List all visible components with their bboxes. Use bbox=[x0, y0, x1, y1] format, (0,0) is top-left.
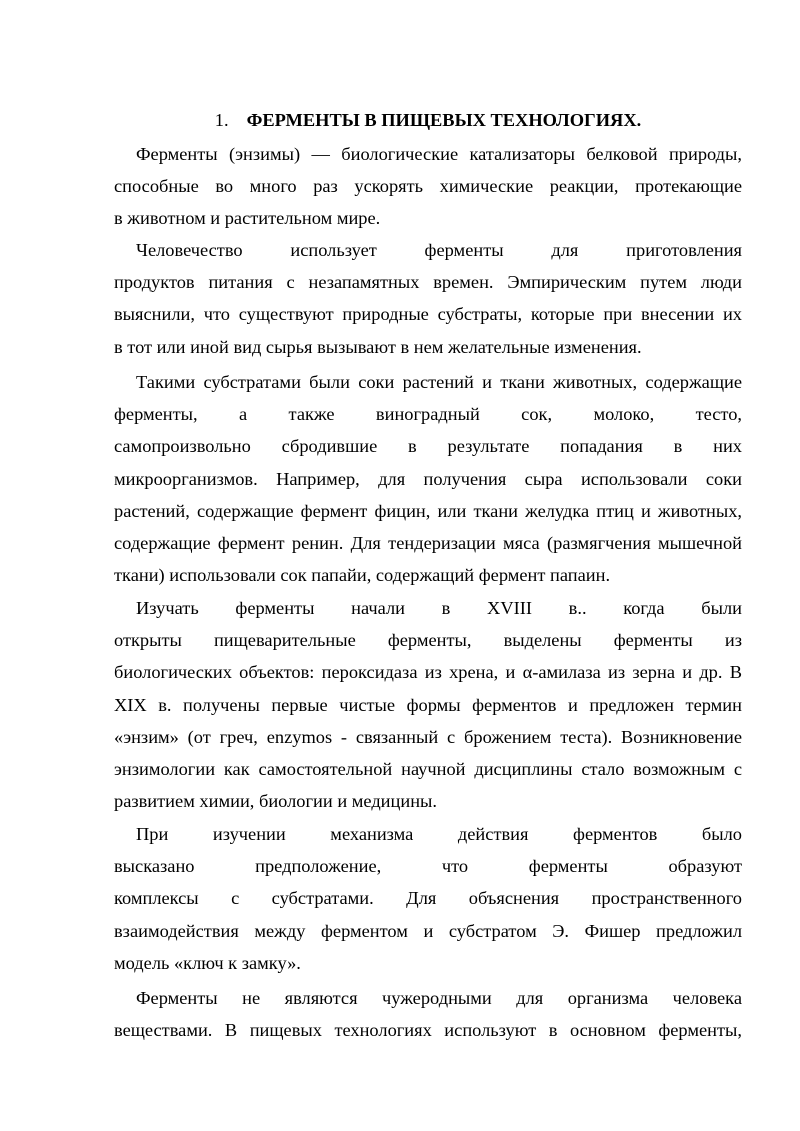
text-line: самопроизвольно сбродившие в результате попадания в них bbox=[114, 436, 742, 457]
text-line: в тот или иной вид сырья вызывают в нем желательные изменения. bbox=[114, 336, 642, 357]
paragraph bbox=[114, 366, 742, 591]
text-line: способные во много раз ускорять химические реакции, протекающие bbox=[114, 176, 742, 197]
text-line: развитием химии, биологии и медицины. bbox=[114, 791, 438, 812]
text-line: микроорганизмов. Например, для получения сыра использовали соки bbox=[114, 468, 742, 489]
text-line: высказано предположение, что ферменты образуют bbox=[114, 856, 742, 877]
text-line: Человечество использует ферменты для приготовления bbox=[136, 240, 742, 260]
text-line: Изучать ферменты начали в XVIII в.. когда были bbox=[136, 598, 742, 618]
text-line: При изучении механизма действия ферментов было bbox=[136, 824, 742, 844]
section-title: ФЕРМЕНТЫ В ПИЩЕВЫХ ТЕХНОЛОГИЯХ. bbox=[246, 110, 642, 130]
text-line: XIX в. получены первые чистые формы ферментов и предложен термин bbox=[114, 694, 742, 715]
text-line: веществами. В пищевых технологиях используют в основном ферменты, bbox=[114, 1020, 742, 1041]
section-number: 1. bbox=[214, 110, 229, 130]
text-line: содержащие фермент ренин. Для тендеризации мяса (размягчения мышечной bbox=[114, 532, 742, 553]
paragraph bbox=[114, 234, 742, 363]
text-line: энзимологии как самостоятельной научной дисциплины стало возможным с bbox=[114, 758, 742, 779]
text-line: растений, содержащие фермент фицин, или ткани желудка птиц и животных, bbox=[114, 500, 742, 521]
text-line: в животном и растительном мире. bbox=[114, 208, 381, 229]
text-line: взаимодействия между ферментом и субстратом Э. Фишер предложил bbox=[114, 920, 742, 941]
text-line: выяснили, что существуют природные субстраты, которые при внесении их bbox=[114, 304, 742, 325]
text-line: «энзим» (от греч, enzymos - связанный с брожением теста). Возникновение bbox=[114, 726, 742, 747]
text-line: Ферменты (энзимы) — биологические катализаторы белковой природы, bbox=[136, 144, 742, 164]
paragraph bbox=[114, 818, 742, 979]
paragraph bbox=[114, 982, 742, 1046]
paragraph bbox=[114, 138, 742, 235]
text-line: ферменты, а также виноградный сок, молоко, тесто, bbox=[114, 404, 742, 425]
text-line: открыты пищеварительные ферменты, выделены ферменты из bbox=[114, 630, 742, 651]
paragraph bbox=[114, 592, 742, 817]
text-line: биологических объектов: пероксидаза из хрена, и α-амилаза из зерна и др. В bbox=[114, 662, 742, 683]
text-line: модель «ключ к замку». bbox=[114, 952, 301, 973]
section-heading bbox=[114, 108, 742, 132]
text-line: комплексы с субстратами. Для объяснения пространственного bbox=[114, 888, 742, 909]
text-line: Ферменты не являются чужеродными для организма человека bbox=[136, 988, 742, 1008]
text-line: ткани) использовали сок папайи, содержащий фермент папаин. bbox=[114, 565, 611, 586]
text-line: Такими субстратами были соки растений и ткани животных, содержащие bbox=[136, 372, 742, 392]
text-line: продуктов питания с незапамятных времен. Эмпирическим путем люди bbox=[114, 272, 742, 293]
